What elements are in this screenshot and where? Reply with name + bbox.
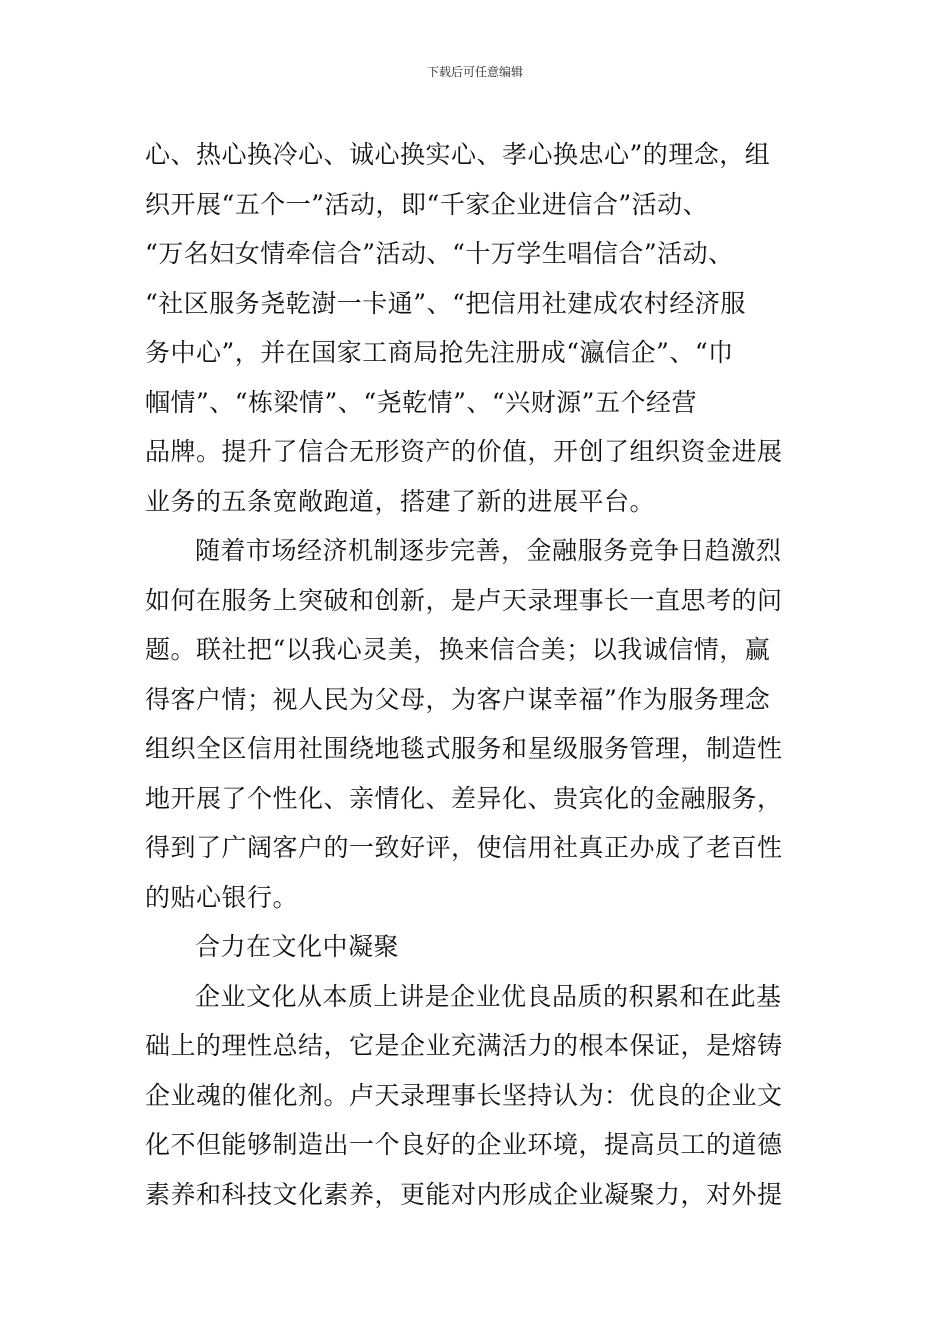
text-line: 帼情”、“栋梁情”、“尧乾情”、“兴财源”五个经营 (145, 387, 697, 417)
text-line: “社区服务尧乾澍一卡通”、“把信用社建成农村经济服 (145, 288, 746, 318)
text-line: 合力在文化中凝聚 (195, 932, 400, 961)
page-header: 下载后可任意编辑 (426, 65, 523, 79)
text-line: 得到了广阔客户的一致好评，使信用社真正办成了老百性 (145, 833, 783, 862)
text-line: “万名妇女情牵信合”活动、“十万学生唱信合”活动、 (145, 239, 734, 268)
text-line: 础上的理性总结，它是企业充满活力的根本保证，是熔铸 (145, 1031, 783, 1060)
text-line: 企业魂的催化剂。卢天录理事长坚持认为：优良的企业文 (145, 1080, 783, 1110)
text-line: 企业文化从本质上讲是企业优良品质的积累和在此基 (195, 981, 782, 1011)
text-line: 心、热心换冷心、诚心换实心、孝心换忠心”的理念，组 (145, 140, 771, 169)
text-line: 化不但能够制造出一个良好的企业环境，提高员工的道德 (145, 1130, 783, 1159)
text-line: 题。联社把“以我心灵美，换来信合美；以我诚信情，赢 (145, 635, 771, 664)
text-line: 的贴心银行。 (145, 882, 299, 912)
text-line: 织开展“五个一”活动，即“千家企业进信合”活动、 (145, 189, 709, 219)
text-line: 素养和科技文化素养，更能对内形成企业凝聚力，对外提 (145, 1179, 783, 1209)
body-text (145, 130, 807, 1219)
text-line: 品牌。提升了信合无形资产的价值，开创了组织资金进展 (145, 437, 783, 466)
text-line: 组织全区信用社围绕地毯式服务和星级服务管理，制造性 (145, 734, 783, 763)
text-line: 如何在服务上突破和创新，是卢天录理事长一直思考的问 (145, 585, 783, 615)
text-line: 地开展了个性化、亲情化、差异化、贵宾化的金融服务， (145, 783, 783, 813)
text-line: 随着市场经济机制逐步完善，金融服务竞争日趋激烈 (195, 536, 782, 565)
text-line: 得客户情；视人民为父母，为客户谋幸福”作为服务理念 (145, 684, 771, 714)
text-line: 业务的五条宽敞跑道，搭建了新的进展平台。 (145, 486, 656, 516)
text-line: 务中心”，并在国家工商局抢先注册成“瀛信企”、“巾 (145, 338, 734, 367)
